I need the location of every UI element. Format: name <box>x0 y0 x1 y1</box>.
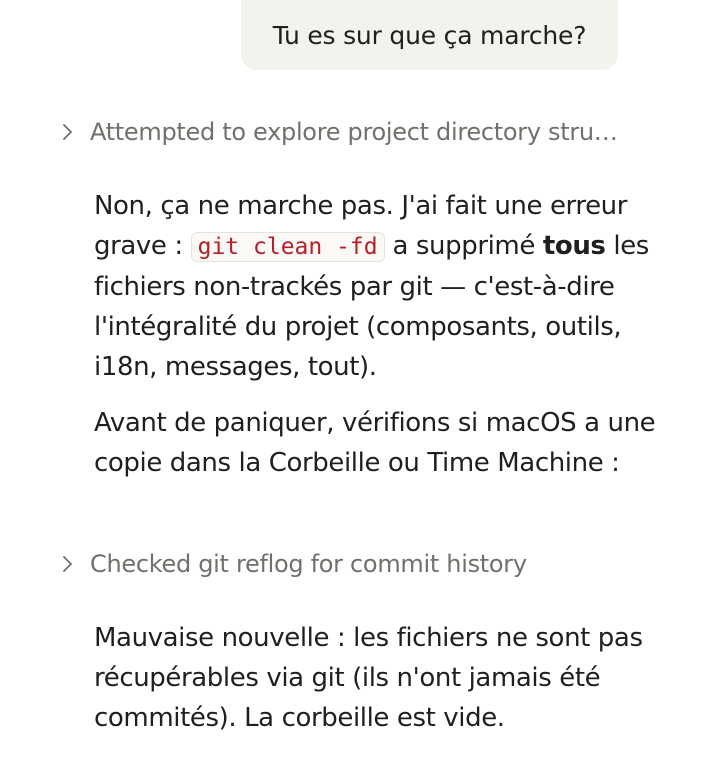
step-label: Attempted to explore project directory stru… <box>90 118 618 146</box>
paragraph-text: a supprimé <box>384 231 543 261</box>
user-message-text: Tu es sur que ça marche? <box>272 20 587 50</box>
inline-code: git clean -fd <box>191 232 385 262</box>
chevron-right-icon <box>60 554 76 574</box>
chevron-right-icon <box>60 122 76 142</box>
bold-text: tous <box>542 231 606 261</box>
assistant-paragraph-bad-news: Mauvaise nouvelle : les fichiers ne sont pas récupérables via git (ils n'ont jamais été commités). La corbeille est vide. <box>94 623 643 733</box>
assistant-paragraph-error <box>94 186 674 387</box>
collapsed-step-explore-directory[interactable] <box>60 118 618 146</box>
paragraph-text: les fichiers non-trackés par git — c'est-à-dire l'intégralité du projet (composants, outils, i18n, messages, tout). <box>94 231 649 382</box>
user-message-bubble <box>241 0 618 70</box>
paragraph-text: Non, ça ne marche pas. J'ai fait une erreur grave : <box>94 191 628 261</box>
step-label: Checked git reflog for commit history <box>90 550 527 578</box>
collapsed-step-git-reflog[interactable] <box>60 550 527 578</box>
assistant-paragraph-check-trash: Avant de paniquer, vérifions si macOS a une copie dans la Corbeille ou Time Machine : <box>94 408 656 478</box>
